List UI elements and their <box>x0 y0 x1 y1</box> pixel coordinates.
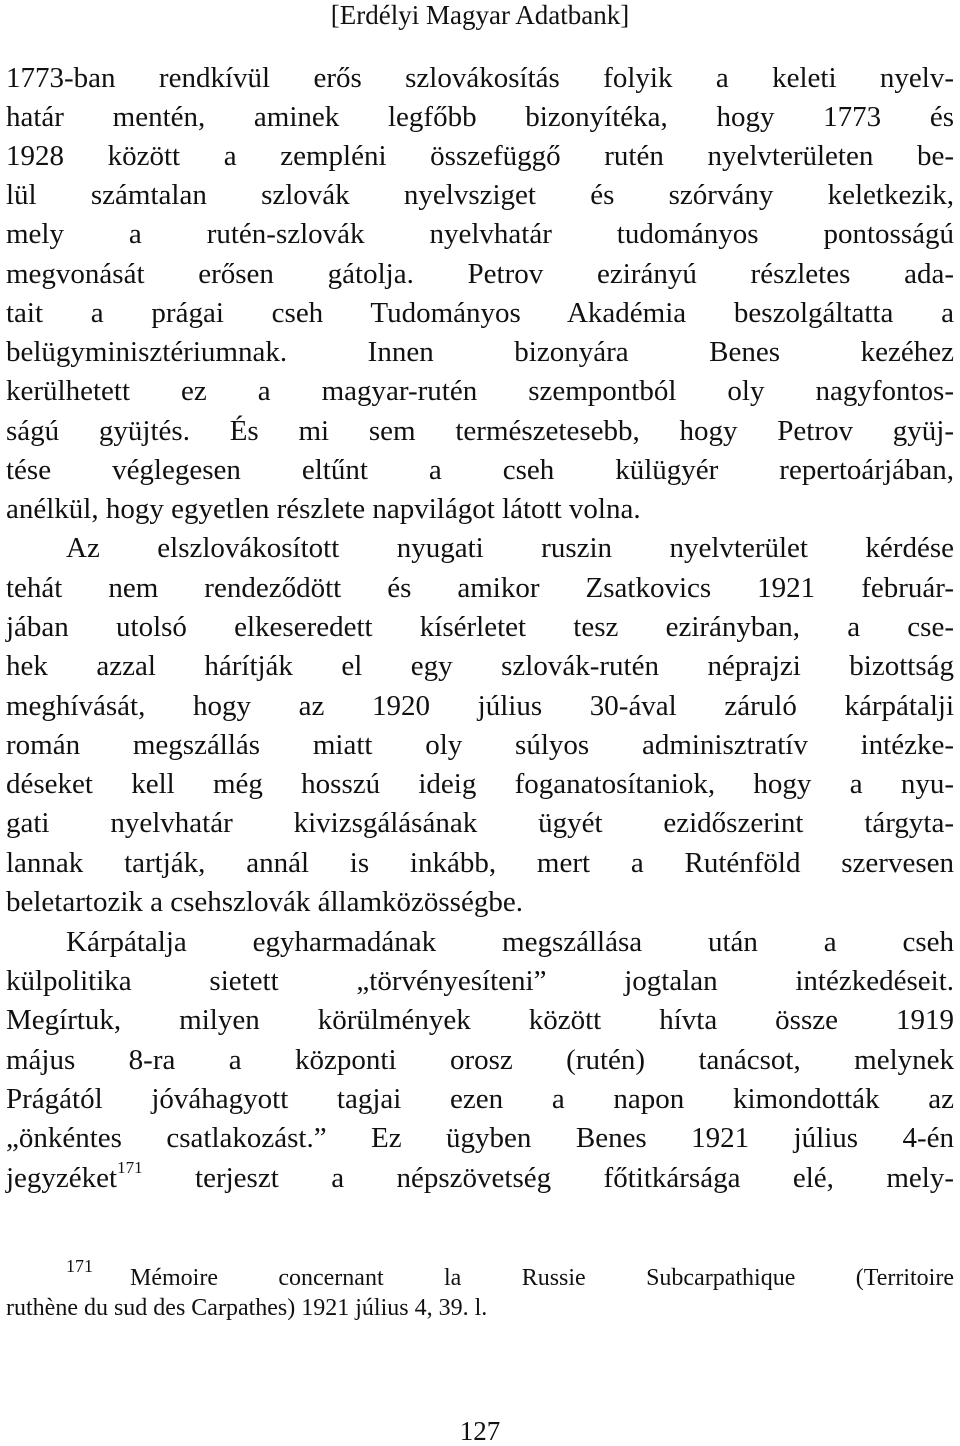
text-line: meghívását, hogy az 1920 július 30-ával záruló kárpátalji <box>6 690 954 722</box>
text-line <box>6 1160 954 1196</box>
text-line: anélkül, hogy egyetlen részlete napvilágot látott volna. <box>6 493 641 525</box>
footnote-line <box>66 1263 954 1293</box>
text-line: déseket kell még hosszú ideig foganatosítaniok, hogy a nyu- <box>6 768 954 800</box>
text-line: mely a rutén-szlovák nyelvhatár tudományos pontosságú <box>6 218 954 250</box>
page-header: [Erdélyi Magyar Adatbank] <box>330 0 630 30</box>
text-line: Az elszlovákosított nyugati ruszin nyelvterület kérdése <box>66 532 954 564</box>
text-line: jában utolsó elkeseredett kísérletet tesz ezirányban, a cse- <box>6 611 954 643</box>
footnote-text: Mémoire concernant la Russie Subcarpathique (Territoire <box>130 1265 954 1291</box>
text-line: megvonását erősen gátolja. Petrov ezirányú részletes ada- <box>6 258 954 290</box>
text-segment: jegyzéket <box>6 1162 118 1194</box>
text-line: határ mentén, aminek legfőbb bizonyítéka, hogy 1773 és <box>6 101 954 133</box>
text-line: Prágától jóváhagyott tagjai ezen a napon kimondották az <box>6 1083 954 1115</box>
page-number: 127 <box>459 1416 501 1446</box>
footnote-line: ruthène du sud des Carpathes) 1921 július 4, 39. l. <box>6 1295 488 1321</box>
text-line: belügyminisztériumnak. Innen bizonyára Benes kezéhez <box>6 336 954 368</box>
text-line: tése véglegesen eltűnt a cseh külügyér repertoárjában, <box>6 454 954 486</box>
text-line: ságú gyüjtés. És mi sem természetesebb, hogy Petrov gyüj- <box>6 415 954 447</box>
text-line: 1928 között a zempléni összefüggő rutén nyelvterületen be- <box>6 140 954 172</box>
text-line: Megírtuk, milyen körülmények között hívta össze 1919 <box>6 1004 954 1036</box>
text-line: kerülhetett ez a magyar-rutén szempontból oly nagyfontos- <box>6 375 954 407</box>
text-line: beletartozik a csehszlovák államközösségbe. <box>6 886 523 918</box>
text-line: tehát nem rendeződött és amikor Zsatkovics 1921 február- <box>6 572 954 604</box>
text-line: gati nyelvhatár kivizsgálásának ügyét ezidőszerint tárgyta- <box>6 807 954 839</box>
text-line: lannak tartják, annál is inkább, mert a Ruténföld szervesen <box>6 847 954 879</box>
text-line: külpolitika sietett „törvényesíteni” jogtalan intézkedéseit. <box>6 965 954 997</box>
text-line: tait a prágai cseh Tudományos Akadémia beszolgáltatta a <box>6 297 954 329</box>
text-line: Kárpátalja egyharmadának megszállása után a cseh <box>66 926 954 958</box>
text-line: lül számtalan szlovák nyelvsziget és szórvány keletkezik, <box>6 179 954 211</box>
text-line: 1773-ban rendkívül erős szlovákosítás folyik a keleti nyelv- <box>6 62 954 94</box>
text-line: május 8-ra a központi orosz (rutén) tanácsot, melynek <box>6 1044 954 1076</box>
footnote-number: 171 <box>66 1256 93 1276</box>
text-line: hek azzal hárítják el egy szlovák-rutén néprajzi bizottság <box>6 650 954 682</box>
text-line: „önkéntes csatlakozást.” Ez ügyben Benes 1921 július 4-én <box>6 1122 954 1154</box>
footnote-reference[interactable]: 171 <box>117 1158 143 1177</box>
text-line: román megszállás miatt oly súlyos adminisztratív intézke- <box>6 729 954 761</box>
text-segment: terjeszt a népszövetség főtitkársága elé, mely- <box>142 1162 954 1194</box>
